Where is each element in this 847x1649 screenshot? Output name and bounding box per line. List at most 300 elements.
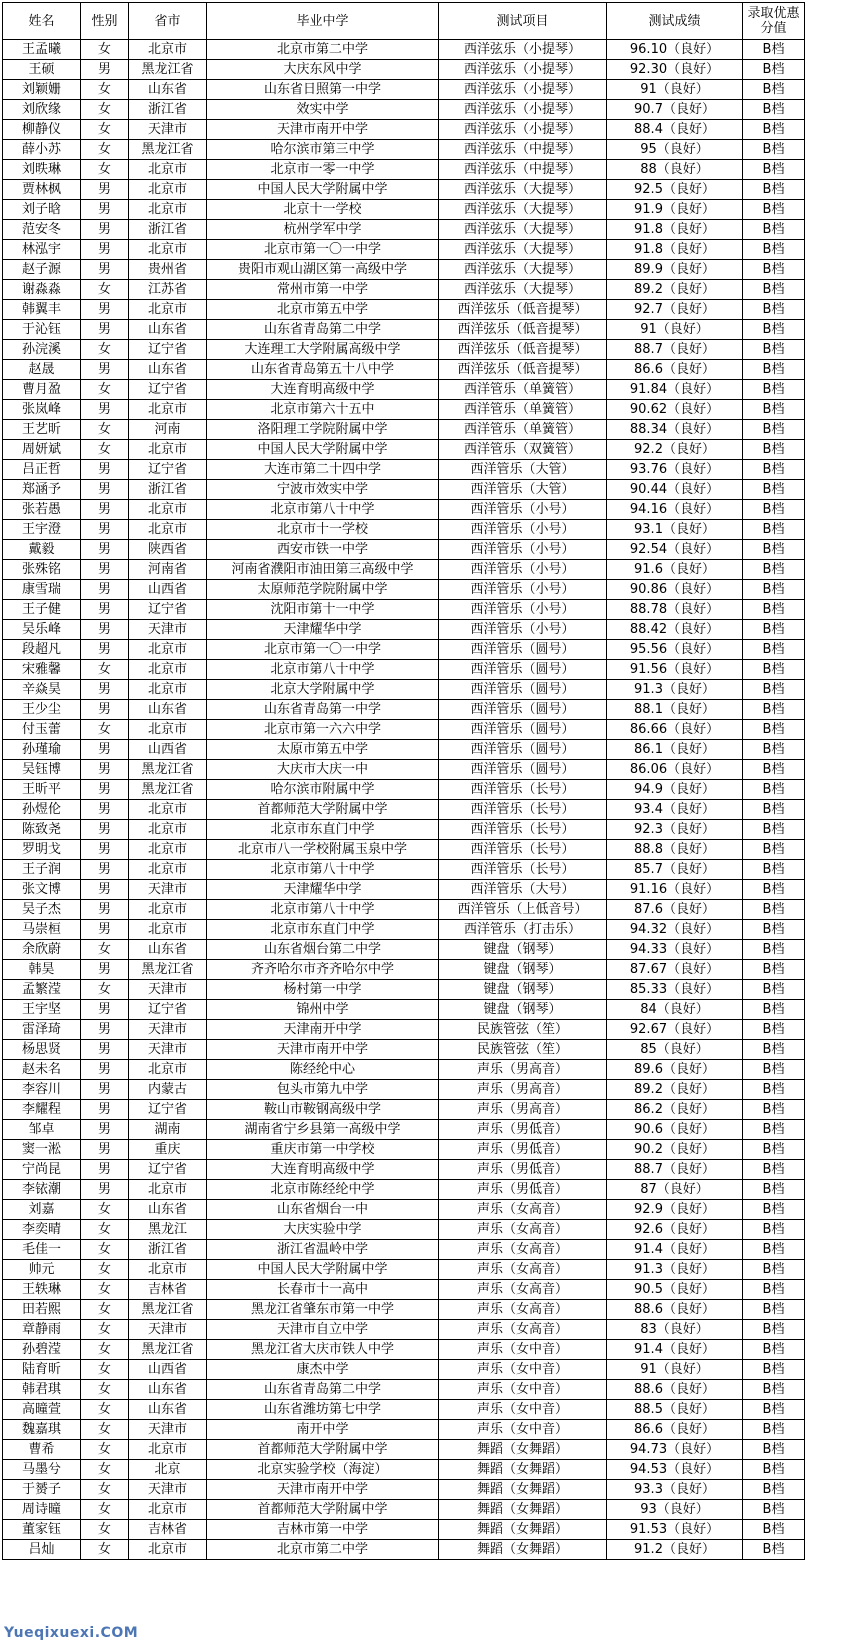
table-row	[3, 720, 805, 740]
cell-bonus: B档	[743, 300, 805, 320]
cell-gender: 男	[81, 840, 129, 860]
cell-school: 天津南开中学	[207, 1020, 439, 1040]
cell-school: 北京市一零一中学	[207, 160, 439, 180]
cell-school: 齐齐哈尔市齐齐哈尔中学	[207, 960, 439, 980]
cell-name: 谢淼淼	[3, 280, 81, 300]
cell-bonus: B档	[743, 640, 805, 660]
cell-score: 90.44（良好）	[607, 480, 743, 500]
table-row	[3, 500, 805, 520]
cell-bonus: B档	[743, 360, 805, 380]
cell-gender: 男	[81, 1040, 129, 1060]
table-row	[3, 180, 805, 200]
cell-test-item: 声乐（男高音）	[439, 1080, 607, 1100]
cell-name: 林泓宇	[3, 240, 81, 260]
cell-name: 段超凡	[3, 640, 81, 660]
cell-bonus: B档	[743, 880, 805, 900]
cell-school: 浙江省温岭中学	[207, 1240, 439, 1260]
cell-score: 91.53（良好）	[607, 1520, 743, 1540]
cell-gender: 男	[81, 540, 129, 560]
table-row	[3, 1340, 805, 1360]
cell-bonus: B档	[743, 520, 805, 540]
cell-school: 北京市第一六六中学	[207, 720, 439, 740]
cell-gender: 男	[81, 680, 129, 700]
cell-test-item: 声乐（女高音）	[439, 1240, 607, 1260]
cell-name: 范安冬	[3, 220, 81, 240]
cell-name: 高曈萱	[3, 1400, 81, 1420]
cell-score: 88.7（良好）	[607, 340, 743, 360]
cell-name: 刘欣缘	[3, 100, 81, 120]
cell-province: 天津市	[129, 120, 207, 140]
cell-score: 92.3（良好）	[607, 820, 743, 840]
cell-gender: 男	[81, 520, 129, 540]
cell-province: 浙江省	[129, 480, 207, 500]
cell-test-item: 声乐（女中音）	[439, 1360, 607, 1380]
cell-test-item: 键盘（钢琴）	[439, 960, 607, 980]
cell-bonus: B档	[743, 280, 805, 300]
cell-province: 山东省	[129, 700, 207, 720]
cell-test-item: 西洋弦乐（小提琴）	[439, 80, 607, 100]
cell-school: 天津耀华中学	[207, 880, 439, 900]
cell-name: 魏嘉琪	[3, 1420, 81, 1440]
cell-bonus: B档	[743, 140, 805, 160]
cell-gender: 女	[81, 1200, 129, 1220]
cell-test-item: 西洋管乐（圆号）	[439, 760, 607, 780]
cell-name: 章静雨	[3, 1320, 81, 1340]
cell-name: 康雪瑞	[3, 580, 81, 600]
cell-test-item: 西洋弦乐（大提琴）	[439, 180, 607, 200]
cell-bonus: B档	[743, 1000, 805, 1020]
cell-name: 陆育昕	[3, 1360, 81, 1380]
cell-test-item: 舞蹈（女舞蹈）	[439, 1440, 607, 1460]
cell-province: 浙江省	[129, 220, 207, 240]
cell-name: 吕灿	[3, 1540, 81, 1560]
cell-score: 91（良好）	[607, 1360, 743, 1380]
cell-bonus: B档	[743, 1400, 805, 1420]
cell-test-item: 西洋管乐（圆号）	[439, 740, 607, 760]
cell-gender: 女	[81, 420, 129, 440]
cell-score: 89.2（良好）	[607, 280, 743, 300]
cell-bonus: B档	[743, 1100, 805, 1120]
admission-table	[2, 2, 805, 1560]
table-row	[3, 1200, 805, 1220]
cell-province: 天津市	[129, 1420, 207, 1440]
cell-gender: 女	[81, 160, 129, 180]
cell-gender: 女	[81, 100, 129, 120]
cell-name: 刘子晗	[3, 200, 81, 220]
cell-gender: 男	[81, 560, 129, 580]
cell-bonus: B档	[743, 100, 805, 120]
cell-name: 邹卓	[3, 1120, 81, 1140]
cell-test-item: 声乐（男高音）	[439, 1060, 607, 1080]
cell-score: 92.67（良好）	[607, 1020, 743, 1040]
cell-school: 包头市第九中学	[207, 1080, 439, 1100]
cell-name: 韩翼丰	[3, 300, 81, 320]
cell-bonus: B档	[743, 540, 805, 560]
cell-school: 北京市第五中学	[207, 300, 439, 320]
cell-bonus: B档	[743, 60, 805, 80]
cell-test-item: 西洋弦乐（低音提琴）	[439, 360, 607, 380]
cell-province: 山东省	[129, 940, 207, 960]
cell-name: 吴子杰	[3, 900, 81, 920]
cell-score: 90.86（良好）	[607, 580, 743, 600]
cell-score: 88.34（良好）	[607, 420, 743, 440]
cell-test-item: 西洋弦乐（低音提琴）	[439, 340, 607, 360]
table-row	[3, 520, 805, 540]
cell-name: 吴钰博	[3, 760, 81, 780]
cell-score: 88.4（良好）	[607, 120, 743, 140]
cell-test-item: 声乐（女中音）	[439, 1420, 607, 1440]
cell-score: 88.6（良好）	[607, 1380, 743, 1400]
table-row	[3, 640, 805, 660]
cell-score: 91.2（良好）	[607, 1540, 743, 1560]
cell-gender: 女	[81, 1260, 129, 1280]
cell-gender: 男	[81, 480, 129, 500]
table-row	[3, 1180, 805, 1200]
cell-gender: 女	[81, 280, 129, 300]
cell-name: 周诗曈	[3, 1500, 81, 1520]
cell-bonus: B档	[743, 1220, 805, 1240]
cell-province: 北京市	[129, 160, 207, 180]
cell-gender: 男	[81, 1020, 129, 1040]
table-row	[3, 280, 805, 300]
cell-school: 中国人民大学附属中学	[207, 440, 439, 460]
cell-gender: 女	[81, 940, 129, 960]
cell-name: 戴毅	[3, 540, 81, 560]
cell-test-item: 西洋弦乐（大提琴）	[439, 260, 607, 280]
cell-province: 北京市	[129, 1540, 207, 1560]
cell-bonus: B档	[743, 1420, 805, 1440]
cell-test-item: 西洋弦乐（大提琴）	[439, 280, 607, 300]
cell-province: 北京市	[129, 200, 207, 220]
table-row	[3, 1060, 805, 1080]
cell-score: 95（良好）	[607, 140, 743, 160]
table-row	[3, 1000, 805, 1020]
cell-score: 86.1（良好）	[607, 740, 743, 760]
cell-test-item: 声乐（女高音）	[439, 1260, 607, 1280]
cell-gender: 男	[81, 760, 129, 780]
cell-score: 92.6（良好）	[607, 1220, 743, 1240]
cell-name: 陈致尧	[3, 820, 81, 840]
cell-score: 90.2（良好）	[607, 1140, 743, 1160]
cell-score: 91.8（良好）	[607, 240, 743, 260]
table-row	[3, 1360, 805, 1380]
cell-score: 88（良好）	[607, 160, 743, 180]
cell-province: 山东省	[129, 1200, 207, 1220]
cell-gender: 男	[81, 500, 129, 520]
cell-test-item: 声乐（女中音）	[439, 1400, 607, 1420]
cell-school: 山东省青岛第五十八中学	[207, 360, 439, 380]
cell-school: 北京市东直门中学	[207, 920, 439, 940]
table-row	[3, 460, 805, 480]
cell-name: 罗明戈	[3, 840, 81, 860]
cell-test-item: 西洋管乐（小号）	[439, 600, 607, 620]
cell-test-item: 西洋管乐（小号）	[439, 500, 607, 520]
header-row	[3, 3, 805, 40]
cell-score: 91.8（良好）	[607, 220, 743, 240]
cell-name: 马墨兮	[3, 1460, 81, 1480]
cell-score: 93（良好）	[607, 1500, 743, 1520]
cell-bonus: B档	[743, 920, 805, 940]
cell-province: 吉林省	[129, 1280, 207, 1300]
cell-school: 北京市八一学校附属玉泉中学	[207, 840, 439, 860]
cell-score: 86.66（良好）	[607, 720, 743, 740]
cell-bonus: B档	[743, 940, 805, 960]
cell-test-item: 西洋管乐（长号）	[439, 800, 607, 820]
cell-province: 黑龙江省	[129, 780, 207, 800]
table-row	[3, 680, 805, 700]
cell-province: 北京市	[129, 500, 207, 520]
cell-test-item: 舞蹈（女舞蹈）	[439, 1520, 607, 1540]
cell-bonus: B档	[743, 480, 805, 500]
cell-score: 92.30（良好）	[607, 60, 743, 80]
cell-gender: 男	[81, 860, 129, 880]
cell-bonus: B档	[743, 260, 805, 280]
table-row	[3, 220, 805, 240]
cell-score: 91.4（良好）	[607, 1240, 743, 1260]
table-row	[3, 380, 805, 400]
cell-name: 曹月盈	[3, 380, 81, 400]
cell-name: 张文博	[3, 880, 81, 900]
cell-province: 浙江省	[129, 1240, 207, 1260]
table-row	[3, 660, 805, 680]
cell-name: 李铱潮	[3, 1180, 81, 1200]
cell-bonus: B档	[743, 1140, 805, 1160]
cell-name: 孟繁滢	[3, 980, 81, 1000]
cell-gender: 女	[81, 40, 129, 60]
table-row	[3, 1160, 805, 1180]
cell-school: 首都师范大学附属中学	[207, 800, 439, 820]
cell-province: 黑龙江	[129, 1220, 207, 1240]
cell-bonus: B档	[743, 80, 805, 100]
cell-gender: 女	[81, 1400, 129, 1420]
cell-test-item: 舞蹈（女舞蹈）	[439, 1460, 607, 1480]
cell-name: 宁尚昆	[3, 1160, 81, 1180]
cell-name: 帅元	[3, 1260, 81, 1280]
cell-school: 大连市第二十四中学	[207, 460, 439, 480]
cell-gender: 女	[81, 1520, 129, 1540]
cell-test-item: 西洋弦乐（中提琴）	[439, 160, 607, 180]
cell-province: 北京市	[129, 240, 207, 260]
cell-gender: 女	[81, 660, 129, 680]
table-row	[3, 1300, 805, 1320]
cell-test-item: 声乐（女中音）	[439, 1380, 607, 1400]
cell-province: 山东省	[129, 1400, 207, 1420]
table-row	[3, 320, 805, 340]
cell-name: 王轶琳	[3, 1280, 81, 1300]
cell-name: 郑涵予	[3, 480, 81, 500]
cell-gender: 女	[81, 120, 129, 140]
cell-school: 太原市第五中学	[207, 740, 439, 760]
header-province: 省市	[129, 3, 207, 40]
cell-school: 太原师范学院附属中学	[207, 580, 439, 600]
cell-gender: 女	[81, 1420, 129, 1440]
cell-gender: 女	[81, 1240, 129, 1260]
cell-name: 杨思贤	[3, 1040, 81, 1060]
cell-name: 张岚峰	[3, 400, 81, 420]
cell-province: 山西省	[129, 1360, 207, 1380]
cell-test-item: 声乐（男低音）	[439, 1180, 607, 1200]
cell-test-item: 西洋管乐（大号）	[439, 880, 607, 900]
cell-school: 山东省青岛第一中学	[207, 700, 439, 720]
table-row	[3, 1040, 805, 1060]
cell-province: 重庆	[129, 1140, 207, 1160]
cell-name: 孙浣溪	[3, 340, 81, 360]
cell-score: 86.6（良好）	[607, 360, 743, 380]
table-row	[3, 160, 805, 180]
cell-school: 哈尔滨市附属中学	[207, 780, 439, 800]
cell-score: 91（良好）	[607, 80, 743, 100]
header-score: 测试成绩	[607, 3, 743, 40]
cell-province: 北京市	[129, 920, 207, 940]
cell-test-item: 西洋管乐（上低音号）	[439, 900, 607, 920]
cell-test-item: 声乐（女高音）	[439, 1320, 607, 1340]
cell-province: 辽宁省	[129, 460, 207, 480]
cell-score: 91.4（良好）	[607, 1340, 743, 1360]
cell-score: 87（良好）	[607, 1180, 743, 1200]
cell-bonus: B档	[743, 820, 805, 840]
cell-gender: 男	[81, 640, 129, 660]
cell-score: 88.78（良好）	[607, 600, 743, 620]
cell-bonus: B档	[743, 1040, 805, 1060]
cell-province: 天津市	[129, 980, 207, 1000]
cell-school: 洛阳理工学院附属中学	[207, 420, 439, 440]
cell-province: 辽宁省	[129, 380, 207, 400]
site-watermark: Yueqixuexi.COM	[4, 1625, 139, 1641]
cell-school: 鞍山市鞍钢高级中学	[207, 1100, 439, 1120]
cell-province: 北京市	[129, 800, 207, 820]
cell-score: 89.9（良好）	[607, 260, 743, 280]
cell-bonus: B档	[743, 680, 805, 700]
cell-score: 87.6（良好）	[607, 900, 743, 920]
cell-bonus: B档	[743, 120, 805, 140]
cell-name: 王宇澄	[3, 520, 81, 540]
cell-test-item: 西洋管乐（大管）	[439, 480, 607, 500]
cell-school: 大庆东风中学	[207, 60, 439, 80]
cell-gender: 女	[81, 1300, 129, 1320]
cell-score: 86.06（良好）	[607, 760, 743, 780]
table-row	[3, 1140, 805, 1160]
cell-province: 北京市	[129, 1260, 207, 1280]
table-row	[3, 760, 805, 780]
cell-school: 北京市第二中学	[207, 1540, 439, 1560]
cell-name: 王少尘	[3, 700, 81, 720]
cell-name: 王宇坚	[3, 1000, 81, 1020]
cell-school: 杭州学军中学	[207, 220, 439, 240]
cell-score: 89.2（良好）	[607, 1080, 743, 1100]
cell-gender: 女	[81, 1220, 129, 1240]
cell-province: 山西省	[129, 580, 207, 600]
cell-school: 天津市自立中学	[207, 1320, 439, 1340]
cell-province: 北京市	[129, 1500, 207, 1520]
cell-test-item: 西洋管乐（单簧管）	[439, 400, 607, 420]
cell-gender: 男	[81, 220, 129, 240]
cell-test-item: 西洋弦乐（小提琴）	[439, 100, 607, 120]
table-row	[3, 240, 805, 260]
cell-bonus: B档	[743, 420, 805, 440]
cell-test-item: 舞蹈（女舞蹈）	[439, 1540, 607, 1560]
cell-school: 中国人民大学附属中学	[207, 180, 439, 200]
cell-province: 北京市	[129, 860, 207, 880]
cell-gender: 女	[81, 380, 129, 400]
cell-gender: 女	[81, 1340, 129, 1360]
cell-bonus: B档	[743, 960, 805, 980]
cell-gender: 男	[81, 580, 129, 600]
cell-school: 康杰中学	[207, 1360, 439, 1380]
cell-test-item: 西洋弦乐（大提琴）	[439, 240, 607, 260]
cell-name: 马崇桓	[3, 920, 81, 940]
cell-name: 王子健	[3, 600, 81, 620]
cell-bonus: B档	[743, 1440, 805, 1460]
table-row	[3, 340, 805, 360]
cell-test-item: 西洋弦乐（低音提琴）	[439, 300, 607, 320]
cell-school: 黑龙江省大庆市铁人中学	[207, 1340, 439, 1360]
table-row	[3, 800, 805, 820]
cell-school: 河南省濮阳市油田第三高级中学	[207, 560, 439, 580]
cell-name: 韩昊	[3, 960, 81, 980]
cell-school: 大庆实验中学	[207, 1220, 439, 1240]
cell-test-item: 西洋管乐（小号）	[439, 520, 607, 540]
cell-name: 刘昳琳	[3, 160, 81, 180]
cell-score: 95.56（良好）	[607, 640, 743, 660]
cell-gender: 女	[81, 1440, 129, 1460]
cell-score: 93.76（良好）	[607, 460, 743, 480]
cell-bonus: B档	[743, 760, 805, 780]
table-row	[3, 700, 805, 720]
cell-test-item: 西洋管乐（长号）	[439, 780, 607, 800]
cell-test-item: 舞蹈（女舞蹈）	[439, 1500, 607, 1520]
cell-school: 湖南省宁乡县第一高级中学	[207, 1120, 439, 1140]
cell-gender: 男	[81, 600, 129, 620]
table-row	[3, 140, 805, 160]
cell-bonus: B档	[743, 1380, 805, 1400]
cell-school: 北京市第八十中学	[207, 900, 439, 920]
cell-score: 88.6（良好）	[607, 1300, 743, 1320]
cell-bonus: B档	[743, 1180, 805, 1200]
cell-name: 雷泽琦	[3, 1020, 81, 1040]
cell-name: 吴乐峰	[3, 620, 81, 640]
cell-school: 大庆市大庆一中	[207, 760, 439, 780]
table-row	[3, 1280, 805, 1300]
cell-school: 北京市陈经纶中学	[207, 1180, 439, 1200]
cell-test-item: 声乐（女高音）	[439, 1220, 607, 1240]
cell-score: 88.42（良好）	[607, 620, 743, 640]
table-row	[3, 740, 805, 760]
cell-test-item: 西洋管乐（双簧管）	[439, 440, 607, 460]
cell-bonus: B档	[743, 660, 805, 680]
cell-score: 94.73（良好）	[607, 1440, 743, 1460]
cell-bonus: B档	[743, 1200, 805, 1220]
cell-gender: 女	[81, 1460, 129, 1480]
cell-gender: 男	[81, 1120, 129, 1140]
cell-name: 李耀程	[3, 1100, 81, 1120]
cell-province: 黑龙江省	[129, 760, 207, 780]
cell-bonus: B档	[743, 1080, 805, 1100]
cell-province: 天津市	[129, 1040, 207, 1060]
cell-bonus: B档	[743, 1320, 805, 1340]
cell-school: 常州市第一中学	[207, 280, 439, 300]
cell-province: 河南省	[129, 560, 207, 580]
cell-score: 92.2（良好）	[607, 440, 743, 460]
cell-test-item: 西洋管乐（圆号）	[439, 720, 607, 740]
cell-gender: 男	[81, 1060, 129, 1080]
cell-gender: 男	[81, 240, 129, 260]
cell-name: 赵子源	[3, 260, 81, 280]
cell-test-item: 西洋弦乐（小提琴）	[439, 60, 607, 80]
cell-test-item: 声乐（女高音）	[439, 1280, 607, 1300]
cell-gender: 女	[81, 1360, 129, 1380]
cell-bonus: B档	[743, 200, 805, 220]
cell-name: 韩君琪	[3, 1380, 81, 1400]
